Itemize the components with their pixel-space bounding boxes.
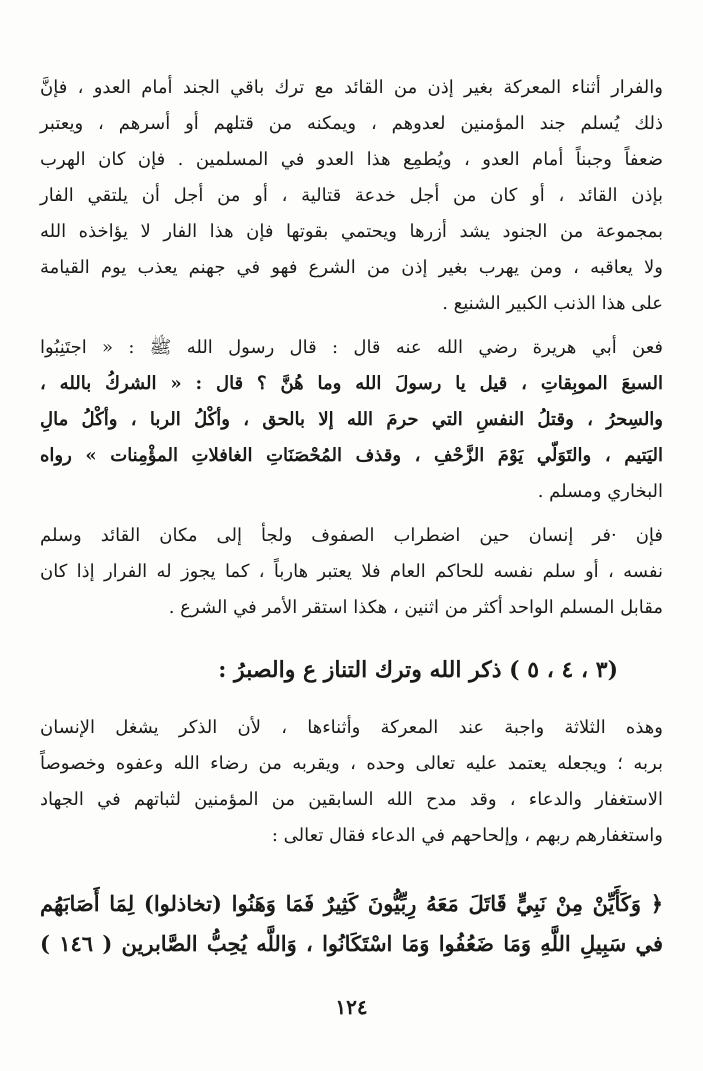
text-line: والسِحرُ ، وقتلُ النفسِ التي حرمَ الله إلا بالحق ، وأكْلُ الربا ، وأكْلُ مالِ <box>40 409 663 430</box>
text-line: فإن ·فر إنسان حين اضطراب الصفوف ولجأ إلى مكان القائد وسلم <box>40 525 663 546</box>
text-line: ذلك يُسلم جند المؤمنين لعدوهم ، ويمكنه من قتلهم أو أسرهم ، ويعتبر <box>40 113 663 134</box>
paragraph-exceptions <box>40 518 663 626</box>
paragraph-fleeing-battle <box>40 70 663 322</box>
text-line: فعن أبي هريرة رضي الله عنه قال : قال رسول الله ﷺ : « اجتَنِبُوا <box>40 337 663 358</box>
page-number: ١٢٤ <box>335 995 368 1019</box>
text-line: الاستغفار والدعاء ، وقد مدح الله السابقين من المؤمنين لثباتهم في الجهاد <box>40 789 663 810</box>
quran-verse <box>40 884 663 964</box>
section-heading: (٣ ، ٤ ، ٥ ) ذكر الله وترك التناز ع والصبرُ : <box>218 657 618 683</box>
text-line: واستغفارهم ربهم ، وإلحاحهم في الدعاء فقال تعالى : <box>271 825 663 846</box>
text-line: مقابل المسلم الواحد أكثر من اثنين ، هكذا استقر الأمر في الشرع . <box>168 597 663 618</box>
paragraph-remembrance <box>40 710 663 854</box>
text-line: بربه ؛ ويجعله يعتمد عليه تعالى وحده ، ويقربه من رضاء الله وعفوه وخصوصاً <box>40 753 663 774</box>
text-line: بإذن القائد ، أو كان من أجل خدعة قتالية ، أو من أجل أن يلتقي الفار <box>40 185 663 206</box>
paragraph-hadith <box>40 330 663 510</box>
text-line: بمجموعة من الجنود يشد أزرها ويحتمي بقوتها فإن هذا الفار لا يؤاخذه الله <box>40 221 663 242</box>
text-line: البخاري ومسلم . <box>537 481 663 502</box>
verse-line: في سَبِيلِ اللَّهِ وَمَا ضَعُفُوا وَمَا اسْتَكَانُوا ، وَاللَّه يُحِبُّ الصَّابرين ( ١٤٦ ) <box>40 931 664 956</box>
text-line: والفرار أثناء المعركة بغير إذن من القائد مع ترك باقي الجند أمام العدو ، فإنَّ <box>40 77 663 98</box>
text-line: السبعَ الموبِقاتِ ، قيل يا رسولَ الله وما هُنَّ ؟ قال : « الشركُ بالله ، <box>40 373 663 394</box>
text-line: نفسه ، أو سلم نفسه للحاكم العام فلا يعتبر هارباً ، كما يجوز له الفرار إذا كان <box>40 561 663 582</box>
text-line: ضعفاً وجبناً أمام العدو ، ويُطمِع هذا العدو في المسلمين . فإن كان الهرب <box>40 149 663 170</box>
text-line: وهذه الثلاثة واجبة عند المعركة وأثناءها ، لأن الذكر يشغل الإنسان <box>40 717 663 738</box>
text-line: على هذا الذنب الكبير الشنيع . <box>442 293 663 314</box>
text-line: ولا يعاقبه ، ومن يهرب بغير إذن من الشرع فهو في جهنم يعذب يوم القيامة <box>40 257 663 278</box>
text-line: اليَتيم ، والتَوَلّي يَوْمَ الزَّحْفِ ، وقذف المُحْصَنَاتِ الغافلاتِ المؤْمِنات » رواه <box>40 445 663 466</box>
verse-line: ﴿ وَكَأَيِّنْ مِنْ نَبِيٍّ قَاتَلَ مَعَهُ رِبِّيُّونَ كَثِيرٌ فَمَا وَهَنُوا (تخاذلوا) لِمَا أَصَابَهُم <box>40 891 663 916</box>
